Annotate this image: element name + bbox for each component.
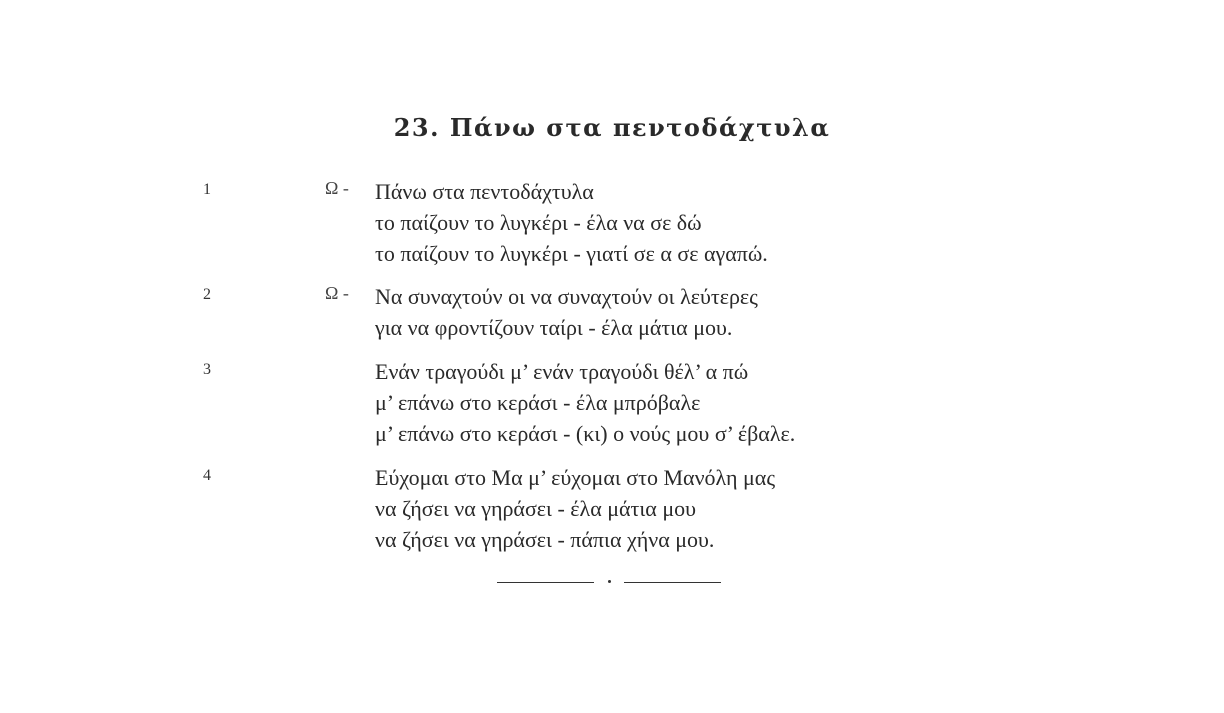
separator-dot bbox=[608, 580, 611, 583]
verse-line: μ’ επάνω στο κεράσι - (κι) ο νούς μου σ’ έβαλε. bbox=[375, 421, 796, 446]
verse-line: μ’ επάνω στο κεράσι - έλα μπρόβαλε bbox=[375, 390, 701, 415]
stanza-lines bbox=[375, 281, 758, 343]
song-title: 23. Πάνω στα πεντοδάχτυλα bbox=[393, 113, 831, 142]
verse-line: το παίζουν το λυγκέρι - έλα να σε δώ bbox=[375, 210, 702, 235]
verse-line: Ενάν τραγούδι μ’ ενάν τραγούδι θέλ’ α πώ bbox=[375, 359, 749, 384]
stanza-lines bbox=[375, 462, 775, 555]
verse-line: Να συναχτούν οι να συναχτούν οι λεύτερες bbox=[375, 284, 758, 309]
stanza-number: 2 bbox=[203, 286, 211, 303]
stanza-prefix: Ω - bbox=[325, 178, 349, 198]
stanza-lines bbox=[375, 356, 795, 449]
verse-line: να ζήσει να γηράσει - πάπια χήνα μου. bbox=[375, 527, 715, 552]
separator-left-rule bbox=[497, 582, 594, 583]
verse-line: για να φροντίζουν ταίρι - έλα μάτια μου. bbox=[375, 315, 733, 340]
verse-line: Πάνω στα πεντοδάχτυλα bbox=[375, 179, 594, 204]
verse-line: να ζήσει να γηράσει - έλα μάτια μου bbox=[375, 496, 697, 521]
separator-right-rule bbox=[624, 582, 721, 583]
verse-line: το παίζουν το λυγκέρι - γιατί σε α σε αγαπώ. bbox=[375, 241, 768, 266]
stanza-number: 3 bbox=[203, 361, 211, 378]
stanza-number: 4 bbox=[203, 467, 211, 484]
verse-line: Εύχομαι στο Μα μ’ εύχομαι στο Μανόλη μας bbox=[375, 465, 776, 490]
stanza-lines bbox=[375, 176, 768, 269]
stanza-number: 1 bbox=[203, 181, 211, 198]
stanza-prefix: Ω - bbox=[325, 283, 349, 303]
